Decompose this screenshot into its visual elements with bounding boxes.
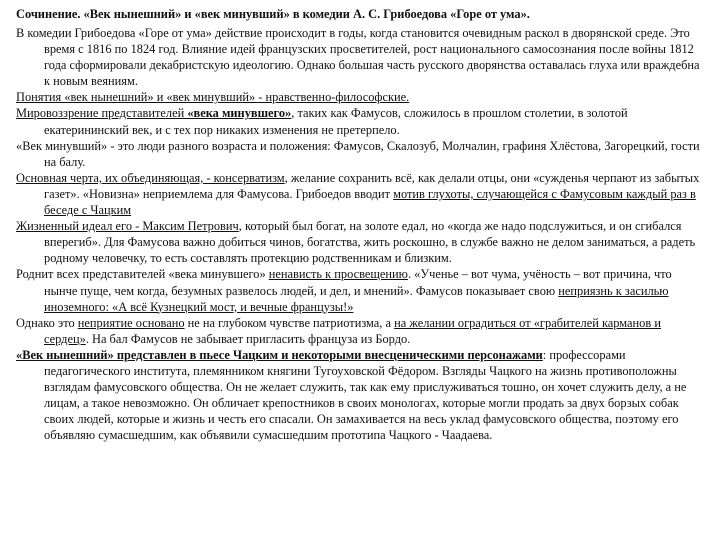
underlined-text: Жизненный идеал его - Максим Петрович bbox=[16, 219, 239, 234]
underlined-text: неприятие основано bbox=[77, 315, 185, 330]
text-segment: не на глубоком чувстве патриотизма, а bbox=[184, 315, 395, 330]
paragraph bbox=[16, 89, 706, 105]
underlined-text: Понятия «век нынешний» и «век минувший» - нравственно-философские. bbox=[16, 90, 410, 105]
paragraph bbox=[16, 170, 706, 218]
text-segment: , желание сохранить всё, как делали отцы, они «сужденья черпают из забытых газет». «Новизна» неприемлема для Фамусова. Грибоедов вводит bbox=[44, 170, 700, 201]
text-segment: : профессорами педагогического института, племянником княгини Тугоуховской Фёдором. Взгляды Чацкого на жизнь противоположны взглядам фамусовского общества. Он не желает служить, так как ему прислуживаться тошно, он хочет служить делу, а не лицам, а такое невозможно. Он обличает крепостников в своих монологах, которые могли продать за двух борзых собак своих людей, которые и жизнь и честь его спасали. Он замахивается на весь уклад фамусовского общества, поэтому его объявляю сумасшедшим, как объявили сумасшедшим прототипа Чацкого - Чаадаева. bbox=[44, 347, 687, 443]
paragraph bbox=[16, 315, 706, 347]
text-segment: В комедии Грибоедова «Горе от ума» действие происходит в годы, когда становится очевидным раскол в дворянской среде. Это время с 1816 по 1824 год. Влияние идей французских просветителей, рост национального самосознания после войны 1812 года сформировали декабристскую идеологию. Однако большая часть русского дворянства оставалась глуха или враждебна к новым веяниям. bbox=[16, 26, 700, 89]
text-segment: , который был богат, на золоте едал, но «когда же надо подслужиться, и он сгибался вперегиб». Для Фамусова важно добиться чинов, богатства, жить роскошно, в службе важно не делом заниматься, а радеть родному человечку, то есть составлять протекцию родственникам и близким. bbox=[44, 219, 696, 266]
paragraph bbox=[16, 347, 706, 444]
paragraph bbox=[16, 25, 706, 89]
underlined-text: ненависть к просвещению bbox=[268, 267, 408, 282]
document-body bbox=[16, 25, 706, 443]
text-segment: . На бал Фамусов не забывает пригласить француза из Бордо. bbox=[85, 331, 411, 346]
paragraph bbox=[16, 138, 706, 170]
paragraph bbox=[16, 105, 706, 137]
underlined-text: неприязнь к засилью иноземного: «А всё Кузнецкий мост, и вечные французы!» bbox=[44, 283, 669, 314]
paragraph bbox=[16, 218, 706, 266]
document-title: Сочинение. «Век нынешний» и «век минувший» в комедии А. С. Грибоедова «Горе от ума». bbox=[16, 7, 530, 21]
paragraph bbox=[16, 266, 706, 314]
underlined-text: Мировоззрение представителей bbox=[16, 106, 188, 121]
underlined-text: мотив глухоты, случающейся с Фамусовым каждый раз в беседе с Чацким bbox=[44, 186, 696, 218]
underlined-text: «века минувшего» bbox=[187, 106, 292, 121]
text-segment: , таких как Фамусов, сложилось в прошлом столетии, в золотой екатерининский век, и с тех пор никаких изменения не претерпело. bbox=[44, 106, 628, 137]
text-segment: Однако это bbox=[16, 315, 78, 330]
underlined-text: «Век нынешний» представлен в пьесе Чацким и некоторыми внесценическими персонажами bbox=[16, 347, 543, 362]
text-segment: Роднит всех представителей «века минувшего» bbox=[16, 267, 269, 282]
text-segment: . «Ученье – вот чума, учёность – вот причина, что нынче пуще, чем когда, безумных развелось людей, и дел, и мнений». Фамусов показывает свою bbox=[44, 267, 672, 298]
underlined-text: Основная черта, их объединяющая, - консерватизм bbox=[16, 170, 285, 185]
text-segment: «Век минувший» - это люди разного возраста и положения: Фамусов, Скалозуб, Молчалин, графиня Хлёстова, Загорецкий, гости на балу. bbox=[16, 138, 700, 169]
underlined-text: на желании оградиться от «грабителей карманов и сердец» bbox=[44, 315, 661, 346]
